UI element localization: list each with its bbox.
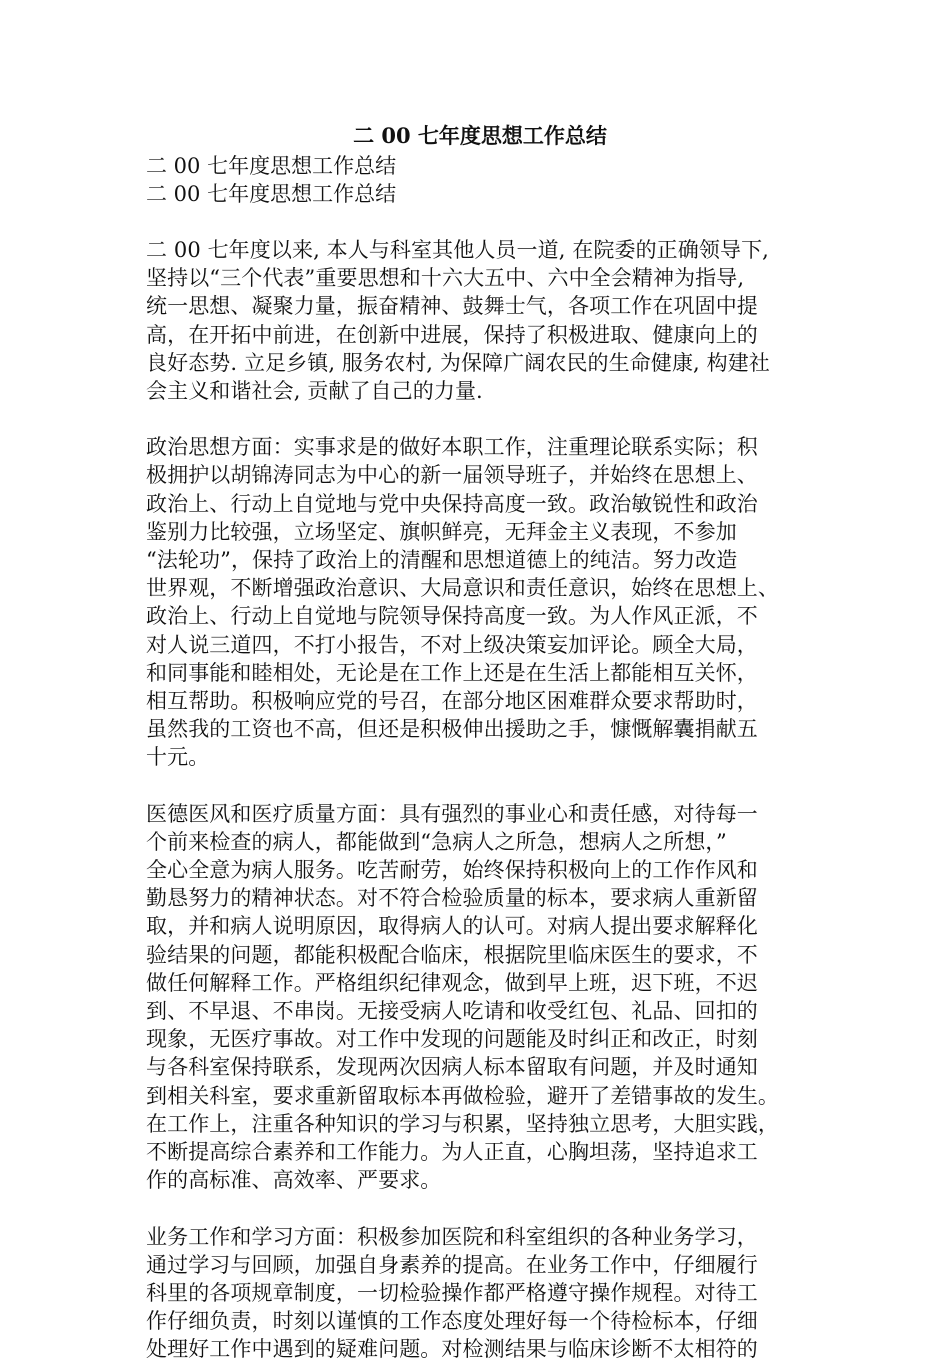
document-subtitle: 二 00 七年度思想工作总结	[146, 182, 397, 206]
document-page	[146, 122, 814, 1364]
paragraph-gap	[146, 1195, 814, 1223]
text-line: 政治上、行动上自觉地与党中央保持高度一致。政治敏锐性和政治	[146, 491, 758, 516]
text-line: 科里的各项规章制度，一切检验操作都严格遵守操作规程。对待工	[146, 1280, 758, 1305]
paragraph-intro	[146, 236, 814, 405]
text-line: 世界观，不断增强政治意识、大局意识和责任意识，始终在思想上、	[146, 576, 779, 601]
paragraph-gap	[146, 405, 814, 433]
text-line: 个前来检查的病人，都能做到“急病人之所急，想病人之所想，”	[146, 829, 727, 854]
text-line: 作仔细负责，时刻以谨慎的工作态度处理好每一个待检标本，仔细	[146, 1309, 758, 1334]
text-line: 虽然我的工资也不高，但还是积极伸出援助之手，慷慨解囊捐献五	[146, 717, 758, 742]
text-line: 政治思想方面：实事求是的做好本职工作，注重理论联系实际；积	[146, 435, 758, 460]
text-line: 坚持以“三个代表”重要思想和十六大五中、六中全会精神为指导,	[146, 266, 745, 291]
document-subtitle: 二 00 七年度思想工作总结	[146, 154, 397, 178]
text-line: 做任何解释工作。严格组织纪律观念，做到早上班，迟下班，不迟	[146, 970, 758, 995]
text-line: 取，并和病人说明原因，取得病人的认可。对病人提出要求解释化	[146, 914, 758, 939]
text-line: 全心全意为病人服务。吃苦耐劳，始终保持积极向上的工作作风和	[146, 858, 758, 883]
text-line: 和同事能和睦相处，无论是在工作上还是在生活上都能相互关怀，	[146, 660, 758, 685]
paragraph-political	[146, 433, 814, 771]
paragraph-medical-ethics	[146, 800, 814, 1195]
text-line: 在工作上，注重各种知识的学习与积累，坚持独立思考，大胆实践，	[146, 1111, 779, 1136]
paragraph-gap	[146, 772, 814, 800]
text-line: 相互帮助。积极响应党的号召，在部分地区困难群众要求帮助时，	[146, 689, 758, 714]
text-line: 鉴别力比较强，立场坚定、旗帜鲜亮，无拜金主义表现，不参加	[146, 519, 737, 544]
text-line: 良好态势. 立足乡镇, 服务农村, 为保障广阔农民的生命健康, 构建社	[146, 350, 770, 375]
paragraph-gap	[146, 208, 814, 236]
text-line: 二 00 七年度以来, 本人与科室其他人员一道, 在院委的正确领导下,	[146, 238, 769, 262]
text-line: 勤恳努力的精神状态。对不符合检验质量的标本，要求病人重新留	[146, 886, 758, 911]
text-line: 医德医风和医疗质量方面：具有强烈的事业心和责任感，对待每一	[146, 801, 758, 826]
text-line: 到相关科室，要求重新留取标本再做检验，避开了差错事故的发生。	[146, 1083, 779, 1108]
text-line: 现象，无医疗事故。对工作中发现的问题能及时纠正和改正，时刻	[146, 1027, 758, 1052]
text-line: 验结果的问题，都能积极配合临床，根据院里临床医生的要求，不	[146, 942, 758, 967]
text-line: 统一思想、凝聚力量，振奋精神、鼓舞士气，各项工作在巩固中提	[146, 294, 758, 319]
text-line: 业务工作和学习方面：积极参加医院和科室组织的各种业务学习，	[146, 1224, 758, 1249]
text-line: 十元。	[146, 745, 210, 770]
text-line: “法轮功”，保持了政治上的清醒和思想道德上的纯洁。努力改造	[146, 548, 738, 573]
text-line: 与各科室保持联系，发现两次因病人标本留取有问题，并及时通知	[146, 1055, 758, 1080]
paragraph-work-study	[146, 1223, 814, 1364]
text-line: 对人说三道四，不打小报告，不对上级决策妄加评论。顾全大局，	[146, 632, 758, 657]
text-line: 不断提高综合素养和工作能力。为人正直，心胸坦荡，坚持追求工	[146, 1140, 758, 1165]
text-line: 通过学习与回顾，加强自身素养的提高。在业务工作中，仔细履行	[146, 1252, 758, 1277]
document-title: 二 00 七年度思想工作总结	[353, 123, 607, 148]
text-line: 作的高标准、高效率、严要求。	[146, 1168, 442, 1193]
text-line: 处理好工作中遇到的疑难问题。对检测结果与临床诊断不太相符的	[146, 1337, 758, 1362]
text-line: 会主义和谐社会, 贡献了自己的力量.	[146, 379, 483, 404]
text-line: 高，在开拓中前进，在创新中进展，保持了积极进取、健康向上的	[146, 322, 758, 347]
text-line: 到、不早退、不串岗。无接受病人吃请和收受红包、礼品、回扣的	[146, 999, 758, 1024]
text-line: 政治上、行动上自觉地与院领导保持高度一致。为人作风正派，不	[146, 604, 758, 629]
text-line: 极拥护以胡锦涛同志为中心的新一届领导班子，并始终在思想上、	[146, 463, 758, 488]
